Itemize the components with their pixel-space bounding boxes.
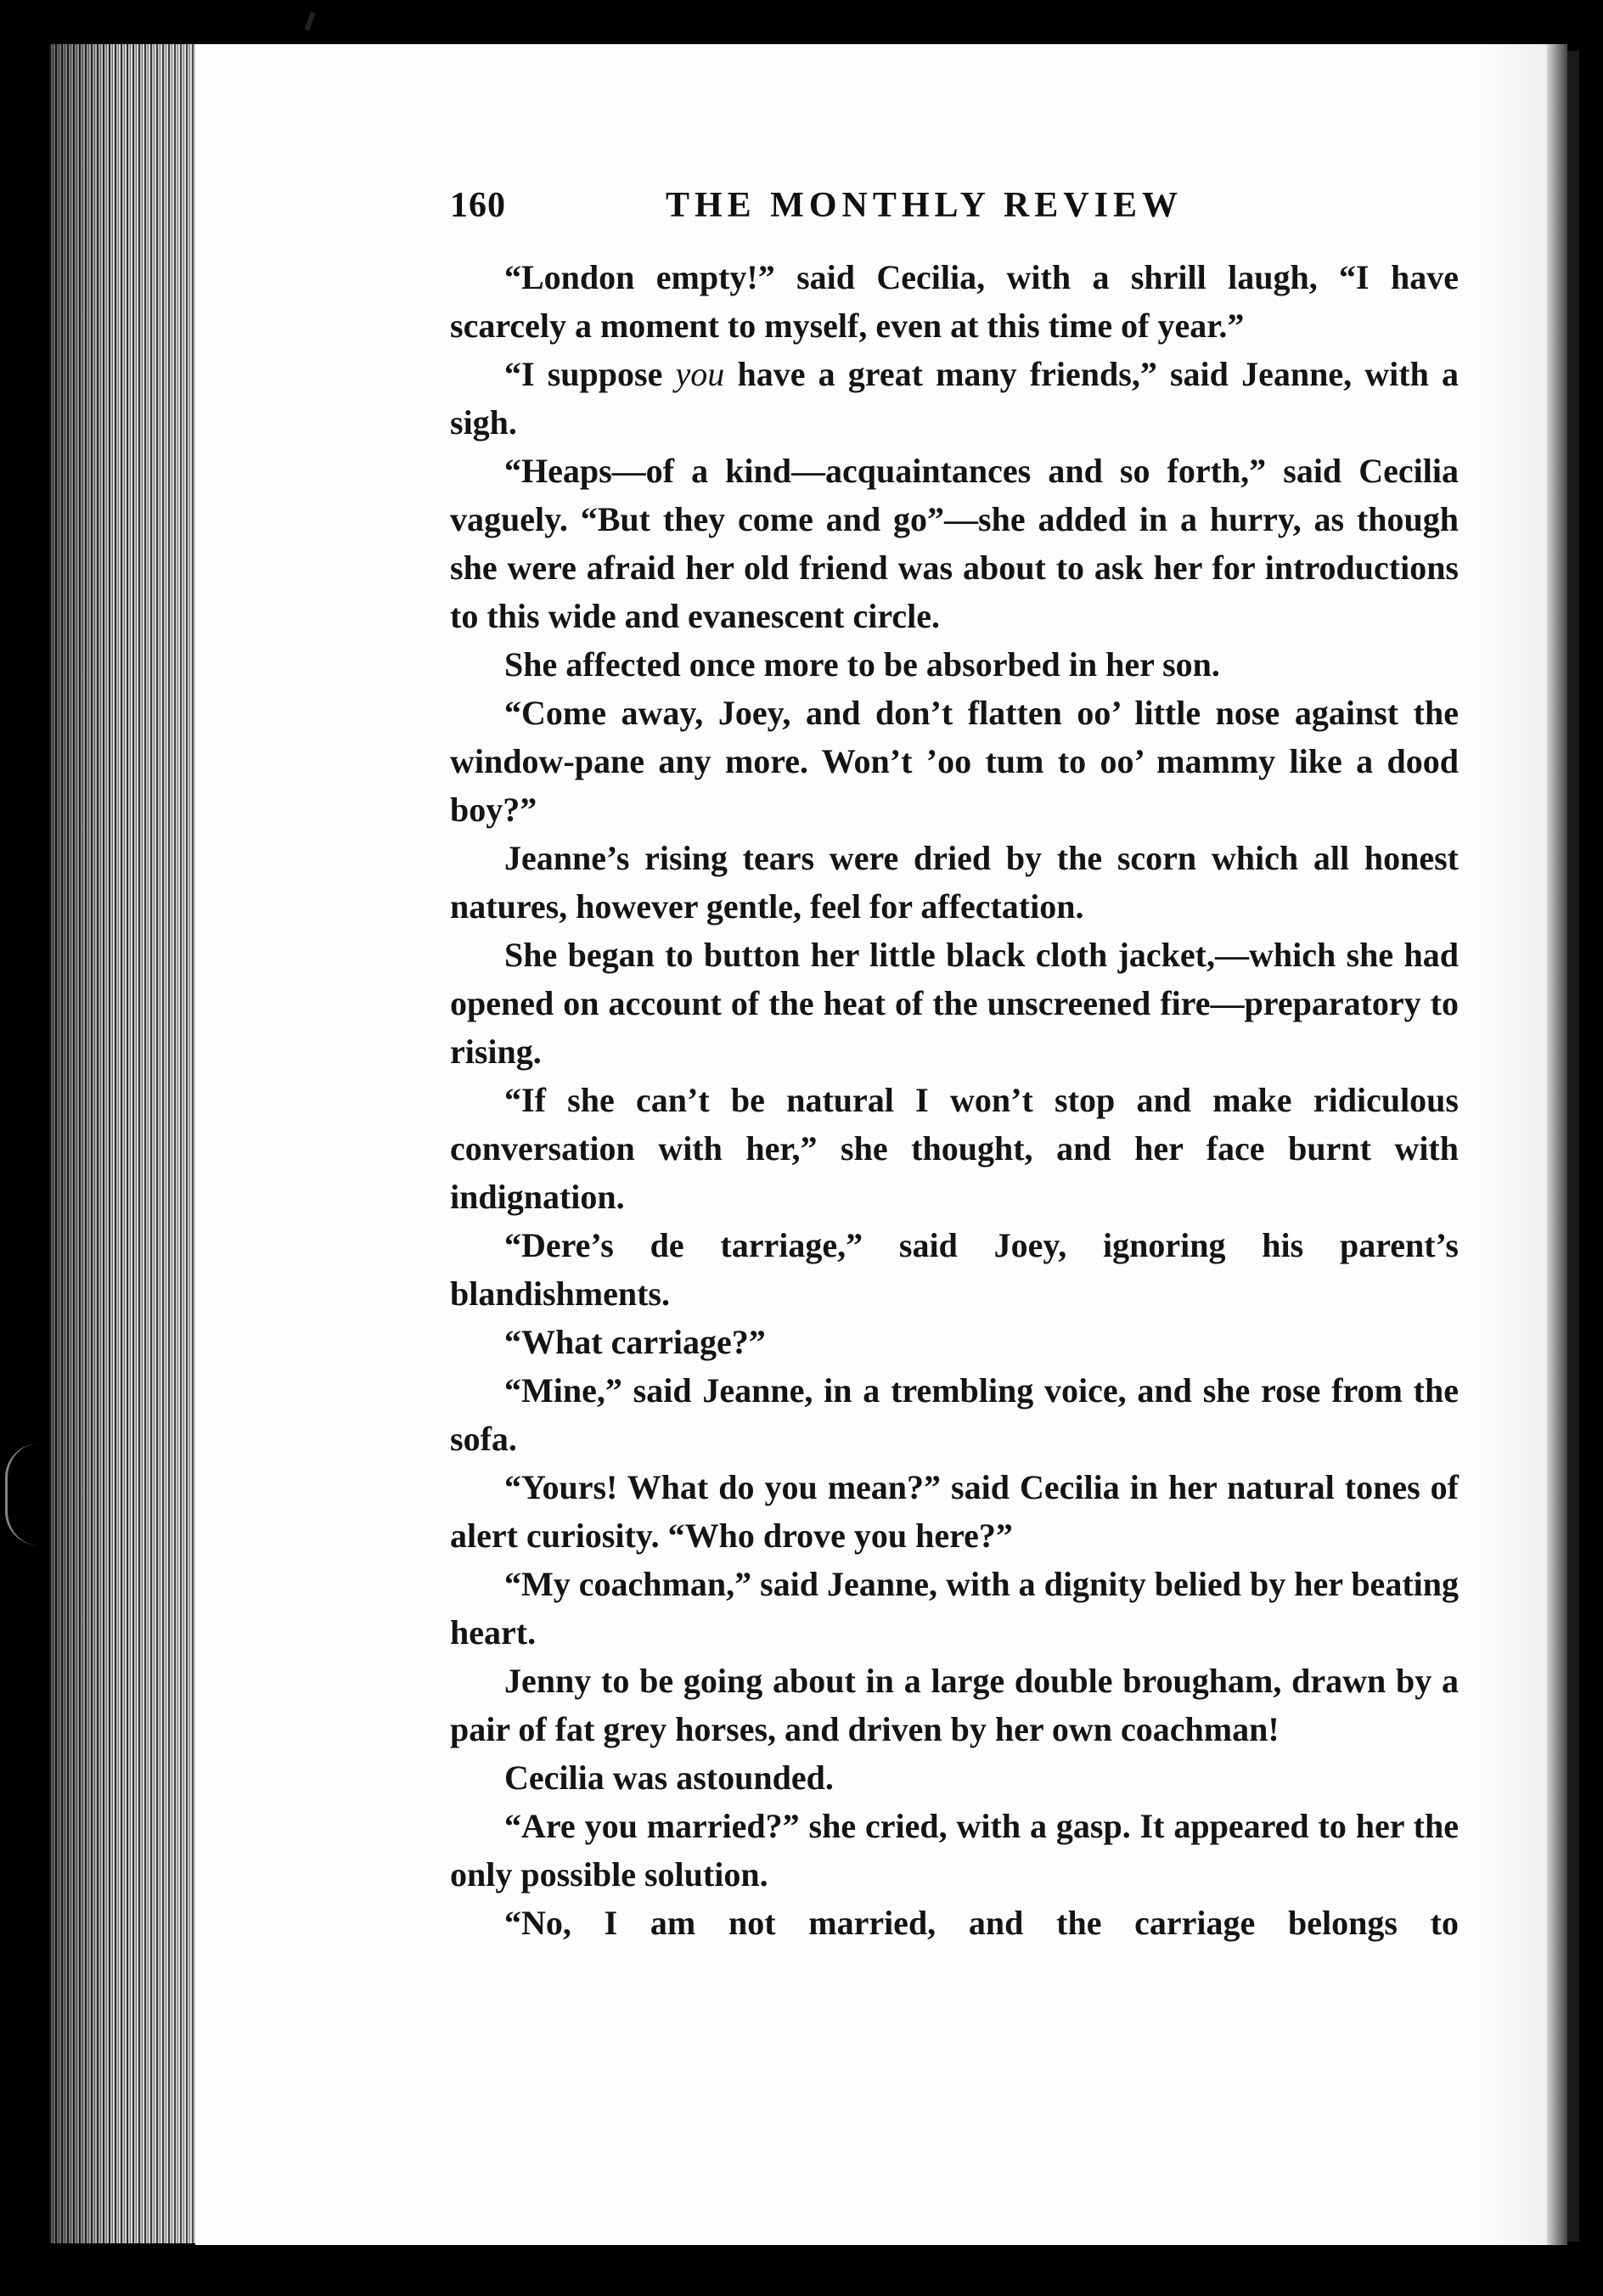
gutter-shadow	[1477, 44, 1547, 2245]
paragraph-text: “Come away, Joey, and don’t flatten oo’ little nose against the window-pane any more. Won’t ’oo tum to oo’ mammy like a dood boy?”	[450, 694, 1459, 829]
paragraph-text: “Heaps—of a kind—acquaintances and so forth,” said Cecilia vaguely. “But they come and go”—she added in a hurry, as though she were afraid her old friend was about to ask her for introductions to this wide and evanescent circle.	[450, 452, 1459, 635]
paragraph-text: “Mine,” said Jeanne, in a trembling voice, and she rose from the sofa.	[450, 1371, 1459, 1458]
paragraph	[450, 1560, 1459, 1657]
paragraph	[450, 1899, 1459, 1947]
emphasized-word: you	[675, 355, 725, 393]
paragraph-text: “What carriage?”	[504, 1323, 766, 1361]
margin-curl-mark	[5, 1443, 42, 1545]
book-binding-edge	[1567, 51, 1579, 2242]
paragraph	[450, 931, 1459, 1076]
paragraph-text: have a great many friends,” said Jeanne, with a sigh.	[450, 355, 1459, 442]
paragraph	[450, 834, 1459, 931]
paragraph-text: “No, I am not married, and the carriage belongs to	[504, 1904, 1459, 1942]
paragraph-text: “Are you married?” she cried, with a gasp. It appeared to her the only possible solution.	[450, 1807, 1459, 1894]
paragraph-text: “Yours! What do you mean?” said Cecilia in her natural tones of alert curiosity. “Who drove you here?”	[450, 1468, 1459, 1555]
paragraph-text: “Dere’s de tarriage,” said Joey, ignoring his parent’s blandishments.	[450, 1226, 1459, 1313]
running-head	[450, 185, 1452, 236]
paragraph-text: Cecilia was astounded.	[504, 1759, 834, 1797]
paragraph	[450, 1657, 1459, 1753]
paragraph	[450, 1802, 1459, 1899]
paragraph	[450, 253, 1459, 350]
paragraph-text: “I suppose	[504, 355, 676, 393]
paragraph-text: Jenny to be going about in a large double brougham, drawn by a pair of fat grey horses, and driven by her own coachman!	[450, 1662, 1459, 1748]
journal-title: THE MONTHLY REVIEW	[666, 186, 1183, 225]
paragraph	[450, 1318, 1459, 1366]
paragraph	[450, 350, 1459, 447]
page-edge-shading	[49, 44, 198, 2243]
book-binding	[1547, 44, 1567, 2245]
paragraph-text: She affected once more to be absorbed in her son.	[504, 645, 1220, 684]
paragraph	[450, 1753, 1459, 1802]
paragraph	[450, 1463, 1459, 1560]
paragraph	[450, 1221, 1459, 1318]
paragraph-text: Jeanne’s rising tears were dried by the scorn which all honest natures, however gentle, feel for affectation.	[450, 839, 1459, 926]
paragraph-text: “My coachman,” said Jeanne, with a dignity belied by her beating heart.	[450, 1565, 1459, 1652]
paragraph-text: She began to button her little black cloth jacket,—which she had opened on account of the heat of the unscreened fire—preparatory to rising.	[450, 936, 1459, 1071]
paragraph	[450, 1366, 1459, 1463]
body-text	[450, 253, 1459, 1947]
paragraph	[450, 447, 1459, 640]
paragraph	[450, 640, 1459, 689]
paragraph-text: “If she can’t be natural I won’t stop and make ridiculous conversation with her,” she thought, and her face burnt with indignation.	[450, 1081, 1459, 1216]
paragraph	[450, 689, 1459, 834]
scan-speck	[304, 12, 315, 31]
paragraph-text: “London empty!” said Cecilia, with a shrill laugh, “I have scarcely a moment to myself, even at this time of year.”	[450, 258, 1459, 345]
paragraph	[450, 1076, 1459, 1221]
page-number: 160	[450, 186, 506, 225]
